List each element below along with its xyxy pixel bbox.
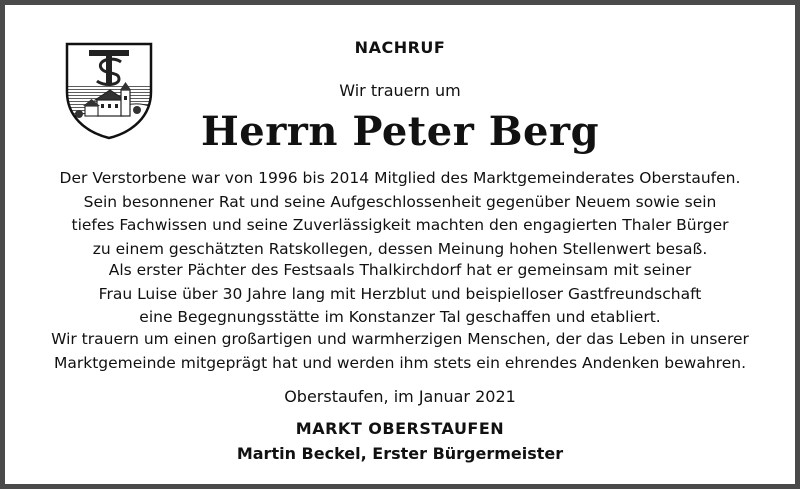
date-line: Oberstaufen, im Januar 2021 <box>284 387 516 406</box>
deceased-name: Herrn Peter Berg <box>200 108 600 155</box>
paragraph-2 <box>15 259 785 330</box>
paragraph-line: Als erster Pächter des Festsaals Thalkirchdorf hat er gemeinsam mit seiner <box>108 261 692 279</box>
paragraph-line: Marktgemeinde mitgeprägt hat und werden ihm stets ein ehrendes Andenken bewahren. <box>53 353 746 372</box>
intro-line: Wir trauern um <box>339 81 461 100</box>
organization-name: MARKT OBERSTAUFEN <box>295 419 505 438</box>
paragraph-line: Frau Luise über 30 Jahre lang mit Herzblut und beispielloser Gastfreundschaft <box>98 284 702 303</box>
paragraph-line: zu einem geschätzten Ratskollegen, dessen Meinung hohen Stellenwert besaß. <box>92 239 708 258</box>
paragraph-line: Der Verstorbene war von 1996 bis 2014 Mitglied des Marktgemeinderates Oberstaufen. <box>59 169 741 187</box>
paragraph-line: tiefes Fachwissen und seine Zuverlässigkeit machten den engagierten Thaler Bürger <box>71 216 729 234</box>
paragraph-1 <box>15 167 785 261</box>
paragraph-line: eine Begegnungsstätte im Konstanzer Tal geschaffen und etabliert. <box>139 308 661 326</box>
paragraph-3 <box>15 328 785 375</box>
paragraph-line: Wir trauern um einen großartigen und warmherzigen Menschen, der das Leben in unserer <box>51 330 749 348</box>
notice-heading: NACHRUF <box>354 38 446 57</box>
paragraph-line: Sein besonnener Rat und seine Aufgeschlossenheit gegenüber Neuem sowie sein <box>83 192 717 211</box>
signer-name: Martin Beckel, Erster Bürgermeister <box>236 444 564 463</box>
